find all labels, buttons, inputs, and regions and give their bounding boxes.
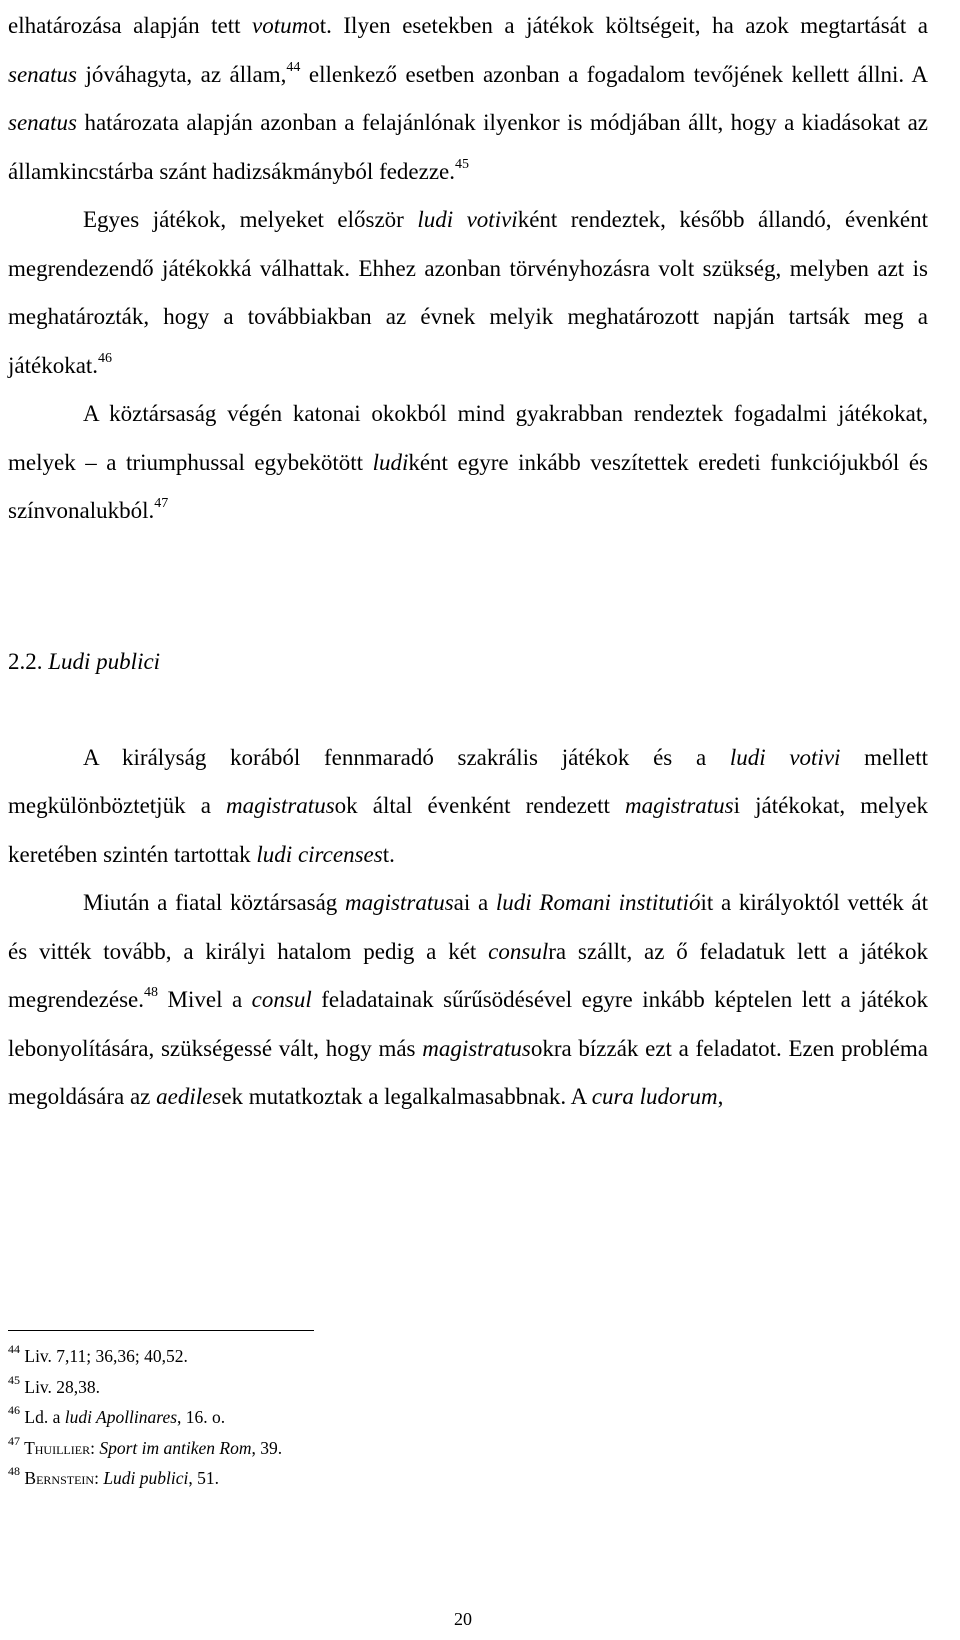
text-run: Egyes játékok, melyeket először xyxy=(83,207,418,232)
italic-term: ludi votivi xyxy=(729,744,841,770)
italic-term: ludi xyxy=(372,449,409,475)
italic-term: consul xyxy=(488,938,549,964)
italic-term: ludi circenses xyxy=(256,841,383,867)
text-run: ra szállt, az ő feladatuk lett a játékok megrendezése. xyxy=(8,938,928,1012)
footnote-item xyxy=(8,1433,908,1464)
text-run: it a királyoktól vették át és vitték tovább, a királyi hatalom pedig a két xyxy=(8,890,929,964)
text-run: ot. Ilyen esetekben a játékok költségeit, ha azok megtartását a xyxy=(308,13,928,38)
footnote-number: 46 xyxy=(8,1403,20,1418)
footnote-italic: Sport im antiken Rom xyxy=(99,1437,252,1458)
text-run: ai a xyxy=(453,890,496,915)
footnote-text: Ld. a xyxy=(24,1407,65,1427)
italic-term: senatus xyxy=(8,110,77,135)
text-run: i játékokat, melyek keretében szintén tartottak xyxy=(8,793,928,867)
italic-term: magistratus xyxy=(345,890,454,915)
text-run: elhatározása alapján tett xyxy=(8,13,253,38)
footnote-author xyxy=(24,1468,94,1488)
text-run: A királyság korából fennmaradó szakrális játékok és a xyxy=(83,744,730,770)
author-initial: B xyxy=(24,1468,37,1488)
page-number: 20 xyxy=(454,1609,472,1629)
footnote-reference[interactable]: 47 xyxy=(154,496,169,512)
footnote-text: , 51. xyxy=(188,1468,220,1488)
italic-term: ludi votivi xyxy=(417,207,518,232)
italic-term: ludi Romani institutió xyxy=(495,890,701,915)
footnote-item xyxy=(8,1372,908,1403)
italic-term: magistratus xyxy=(226,793,335,818)
author-rest: ernstein xyxy=(36,1468,95,1488)
document-page xyxy=(8,0,928,1122)
footnote-reference[interactable]: 44 xyxy=(286,59,301,75)
section-title: Ludi publici xyxy=(48,648,161,674)
text-run: ellenkező esetben azonban a fogadalom tevőjének kellett állni. A xyxy=(300,61,928,87)
footnote-reference[interactable]: 48 xyxy=(144,985,159,1001)
footnote-item xyxy=(8,1463,908,1494)
footnote-text: Liv. 7,11; 36,36; 40,52. xyxy=(24,1346,188,1366)
text-run: okra bízzák ezt a feladatot. Ezen probléma megoldására az xyxy=(8,1035,928,1109)
footnote-number: 45 xyxy=(8,1372,20,1387)
footnote-text: Liv. 28,38. xyxy=(24,1376,101,1397)
italic-term: magistratus xyxy=(624,793,734,818)
paragraph xyxy=(8,734,928,880)
author-rest: huillier xyxy=(34,1437,91,1458)
spacer xyxy=(8,536,928,638)
text-run: feladatainak sűrűsödésével egyre inkább képtelen lett a játékok lebonyolítására, szükségessé vált, hogy más xyxy=(8,987,928,1061)
text-run: Mivel a xyxy=(158,987,252,1012)
italic-term: magistratus xyxy=(422,1035,531,1061)
paragraph xyxy=(8,879,928,1122)
footnote-item xyxy=(8,1402,908,1433)
footnote-text: : xyxy=(94,1468,104,1488)
section-number: 2.2. xyxy=(8,648,43,674)
footnote-text: : xyxy=(90,1437,100,1458)
footnote-author xyxy=(24,1438,90,1458)
footnotes xyxy=(8,1341,908,1494)
text-run: Miután a fiatal köztársaság xyxy=(83,890,346,915)
footnote-italic: ludi Apollinares xyxy=(64,1407,178,1427)
footnote-reference[interactable]: 45 xyxy=(455,156,470,172)
footnote-separator xyxy=(8,1330,314,1331)
text-run: mellett megkülönböztetjük a xyxy=(8,744,929,818)
text-run: ok által évenként rendezett xyxy=(334,793,625,818)
text-run: t. xyxy=(382,841,395,867)
section-heading xyxy=(8,638,928,686)
paragraph xyxy=(8,390,928,536)
footnote-number: 44 xyxy=(8,1342,20,1357)
footnote-reference[interactable]: 46 xyxy=(98,350,113,366)
text-run: ek mutatkoztak a legalkalmasabbnak. A xyxy=(221,1084,592,1109)
footnote-item xyxy=(8,1341,908,1372)
text-run: ként egyre inkább veszítettek eredeti funkciójukból és színvonalukból. xyxy=(8,449,928,523)
footnote-number: 47 xyxy=(8,1433,20,1448)
text-run: határozata alapján azonban a felajánlónak ilyenkor is módjában állt, hogy a kiadásokat az államkincstárba szánt hadizsákmányból fedezze. xyxy=(8,110,928,184)
italic-term: consul xyxy=(251,987,312,1012)
paragraph xyxy=(8,196,928,390)
italic-term: votum xyxy=(252,13,309,38)
italic-term: cura ludorum xyxy=(591,1084,718,1109)
spacer xyxy=(8,686,928,734)
footnote-number: 48 xyxy=(8,1464,20,1479)
text-run: jóváhagyta, az állam, xyxy=(77,61,287,87)
text-run: , xyxy=(717,1084,724,1109)
italic-term: senatus xyxy=(8,61,77,87)
footnote-text: , 16. o. xyxy=(177,1407,226,1427)
text-run: A köztársaság végén katonai okokból mind gyakrabban rendeztek fogadalmi játékokat, melyek – a triumphussal egybekötött xyxy=(8,401,928,475)
footnote-text: , 39. xyxy=(251,1437,283,1458)
body-text xyxy=(8,2,928,1122)
author-initial: T xyxy=(24,1437,35,1458)
text-run: ként rendeztek, később állandó, évenként megrendezendő játékokká válhattak. Ehhez azonban törvényhozásra volt szükség, melyben azt is meghatározták, hogy a továbbiakban az évnek melyik meghatározott napján tartsák meg a játékokat. xyxy=(8,207,928,378)
italic-term: aediles xyxy=(156,1084,222,1109)
paragraph xyxy=(8,2,928,196)
footnote-italic: Ludi publici xyxy=(103,1468,189,1488)
